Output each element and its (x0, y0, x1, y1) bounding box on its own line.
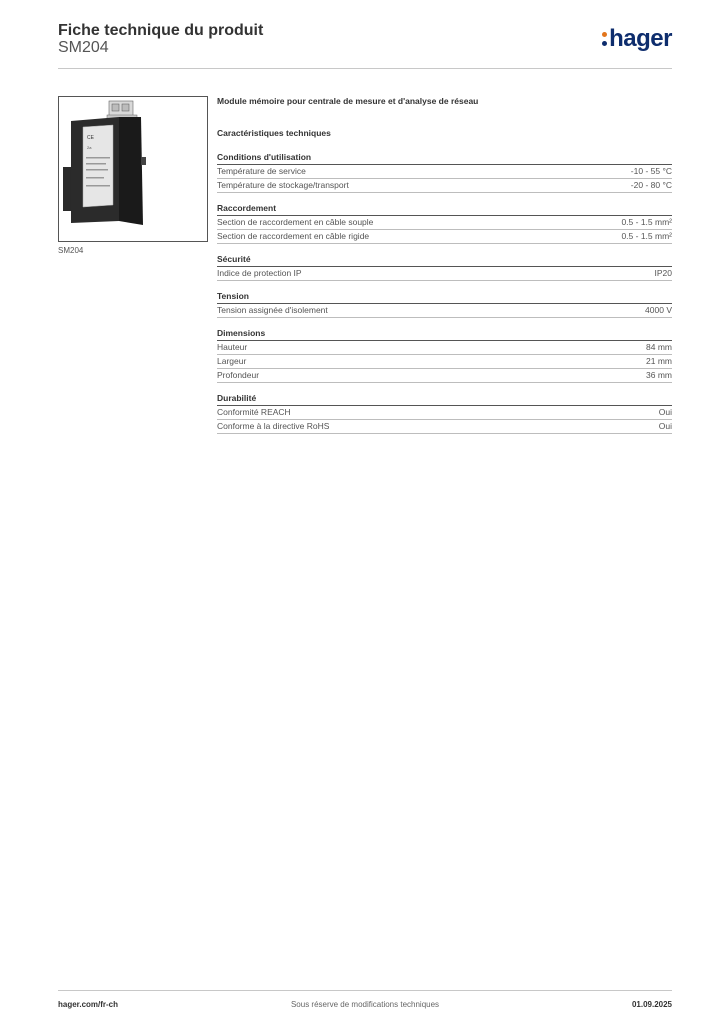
spec-row (217, 406, 672, 420)
spec-label: Hauteur (217, 342, 248, 352)
footer-date: 01.09.2025 (631, 1000, 672, 1009)
spec-value: 0.5 - 1.5 mm² (621, 217, 672, 227)
spec-label: Largeur (217, 356, 247, 366)
spec-group-securite (217, 254, 672, 281)
image-caption: SM204 (58, 246, 84, 255)
spec-row (217, 216, 672, 230)
spec-label: Température de stockage/transport (217, 180, 349, 190)
spec-value: IP20 (654, 268, 672, 278)
spec-label: Conformité REACH (217, 407, 291, 417)
spec-value: 4000 V (645, 305, 672, 315)
spec-value: Oui (658, 421, 672, 431)
page-header (58, 20, 672, 69)
spec-row (217, 165, 672, 179)
logo-text: hager (609, 25, 672, 52)
product-description: Module mémoire pour centrale de mesure et d'analyse de réseau (217, 96, 479, 106)
spec-row (217, 341, 672, 355)
spec-value: 36 mm (646, 370, 672, 380)
product-code: SM204 (58, 39, 109, 56)
spec-row (217, 230, 672, 244)
spec-label: Tension assignée d'isolement (217, 305, 328, 315)
spec-content (217, 96, 672, 434)
spec-value: -20 - 80 °C (630, 180, 672, 190)
group-title: Tension (217, 291, 672, 304)
spec-group-conditions (217, 152, 672, 193)
svg-text:CE: CE (87, 135, 94, 141)
spec-value: Oui (658, 407, 672, 417)
spec-row (217, 420, 672, 434)
spec-value: 84 mm (646, 342, 672, 352)
spec-group-tension (217, 291, 672, 318)
spec-group-raccordement (217, 203, 672, 244)
spec-value: 0.5 - 1.5 mm² (621, 231, 672, 241)
spec-row (217, 267, 672, 281)
product-photo (58, 96, 208, 242)
page-title: Fiche technique du produit (58, 22, 264, 39)
spec-label: Température de service (217, 166, 306, 176)
spec-label: Section de raccordement en câble souple (217, 217, 374, 227)
spec-row (217, 179, 672, 193)
specs-title: Caractéristiques techniques (217, 128, 331, 138)
product-photo-icon (59, 97, 207, 241)
spec-value: -10 - 55 °C (630, 166, 672, 176)
footer-website-link[interactable]: hager.com/fr-ch (58, 1000, 119, 1009)
spec-label: Conforme à la directive RoHS (217, 421, 330, 431)
spec-group-dimensions (217, 328, 672, 383)
logo-colon-icon (602, 30, 607, 47)
spec-label: Section de raccordement en câble rigide (217, 231, 370, 241)
hager-logo (602, 25, 672, 53)
page-footer (58, 990, 672, 1021)
spec-row (217, 355, 672, 369)
group-title: Durabilité (217, 393, 672, 406)
group-title: Conditions d'utilisation (217, 152, 672, 165)
group-title: Sécurité (217, 254, 672, 267)
spec-label: Profondeur (217, 370, 260, 380)
svg-text:2a: 2a (87, 145, 92, 150)
spec-row (217, 304, 672, 318)
group-title: Raccordement (217, 203, 672, 216)
group-title: Dimensions (217, 328, 672, 341)
spec-value: 21 mm (646, 356, 672, 366)
footer-notice: Sous réserve de modifications techniques (290, 1000, 440, 1009)
spec-label: Indice de protection IP (217, 268, 302, 278)
spec-group-durabilite (217, 393, 672, 434)
spec-row (217, 369, 672, 383)
